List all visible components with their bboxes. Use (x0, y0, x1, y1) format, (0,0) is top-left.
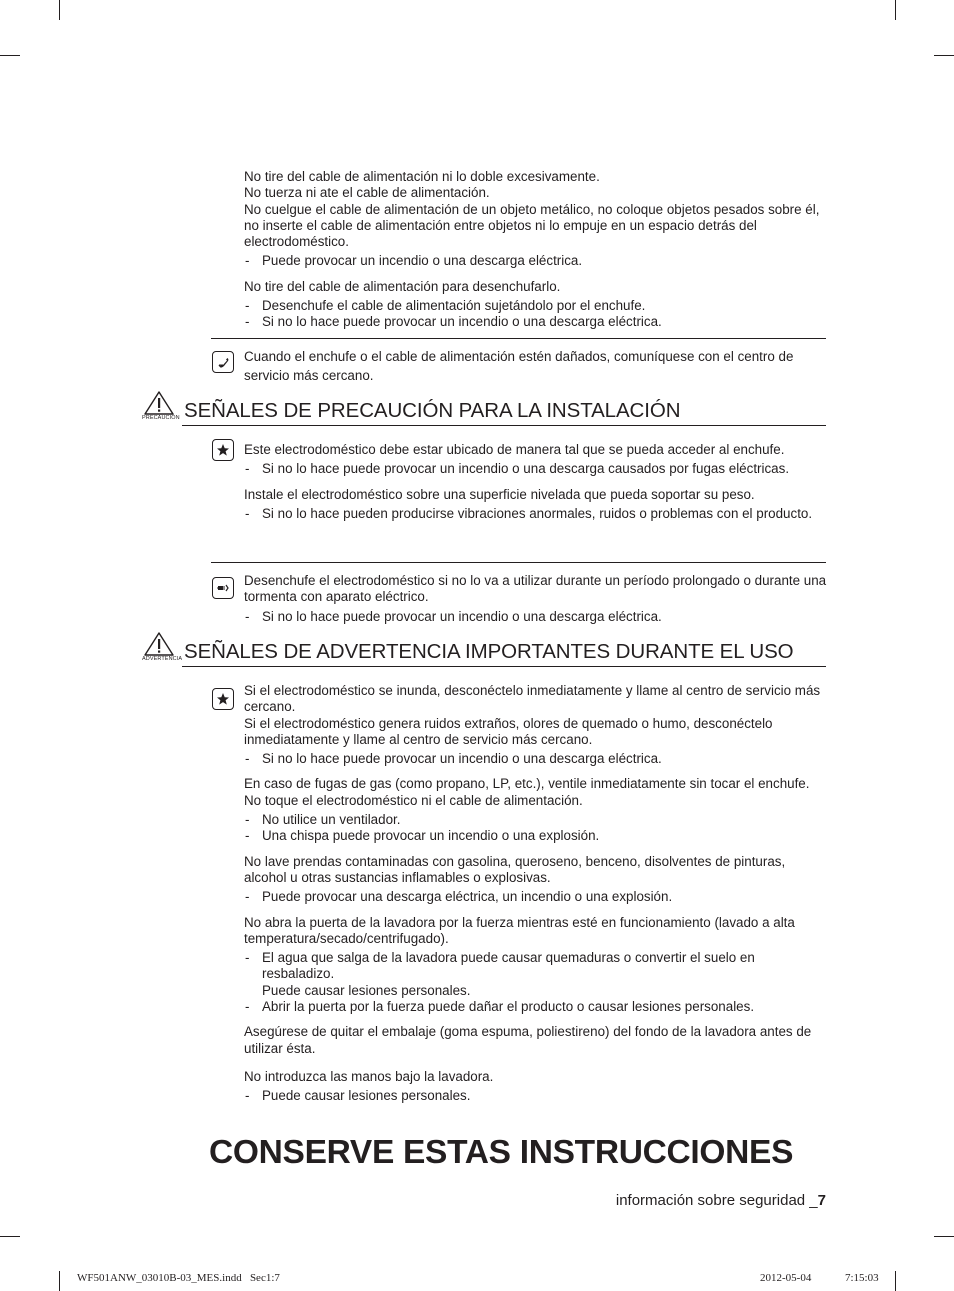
star-icon (212, 688, 234, 710)
bullet-item: - Una chispa puede provocar un incendio o una explosión. (244, 828, 828, 844)
installation-instructions (244, 442, 828, 522)
paragraph: Si el electrodoméstico se inunda, desconéctelo inmediatamente y llame al centro de servicio más cercano. (244, 683, 821, 715)
paragraph: Este electrodoméstico debe estar ubicado de manera tal que se pueda acceder al enchufe. (244, 442, 785, 457)
slug-time: 7:15:03 (845, 1272, 879, 1284)
divider (182, 666, 826, 667)
page-footer (616, 1192, 826, 1209)
warning-label: ADVERTENCIA (142, 656, 183, 662)
bullet-item: - Puede causar lesiones personales. (244, 1088, 828, 1104)
divider (211, 338, 826, 339)
bullet-item: - Puede provocar una descarga eléctrica, un incendio o una explosión. (244, 889, 828, 905)
section-title: SEÑALES DE PRECAUCIÓN PARA LA INSTALACIÓN (184, 399, 681, 422)
bullet-item: - Si no lo hace puede provocar un incendio o una descarga eléctrica. (244, 609, 828, 625)
paragraph: Desenchufe el electrodoméstico si no lo va a utilizar durante un período prolongado o durante una tormenta con aparato eléctrico. (244, 573, 827, 605)
crop-mark (0, 1236, 20, 1237)
crop-mark (0, 55, 20, 56)
usage-warnings (244, 683, 828, 1105)
section-header-use (142, 632, 826, 666)
unplug-icon (212, 577, 234, 599)
bullet-item: - Abrir la puerta por la fuerza puede dañar el producto o causar lesiones personales. (244, 999, 828, 1015)
paragraph: No lave prendas contaminadas con gasolina, queroseno, benceno, disolventes de pinturas, alcohol u otras sustancias inflamables o explosivas. (244, 853, 786, 885)
paragraph: Asegúrese de quitar el embalaje (goma espuma, poliestireno) del fondo de la lavadora antes de utilizar ésta. (244, 1024, 812, 1056)
paragraph: Instale el electrodoméstico sobre una superficie nivelada que pueda soportar su peso. (244, 486, 755, 502)
bullet-item: - No utilice un ventilador. (244, 812, 828, 828)
bullet-item: - El agua que salga de la lavadora puede causar quemaduras o convertir el suelo en resbaladizo. Puede causar lesiones personales. (244, 950, 828, 999)
paragraph: No tuerza ni ate el cable de alimentación. (244, 185, 490, 201)
page-number: 7 (817, 1192, 826, 1209)
crop-mark (59, 0, 60, 20)
paragraph: Si el electrodoméstico genera ruidos extraños, olores de quemado o humo, desconéctelo inmediatamente y llame al centro de servicio más cercano. (244, 715, 773, 747)
power-cord-instructions (244, 169, 828, 331)
star-icon (212, 439, 234, 461)
bullet-item: - Si no lo hace puede provocar un incendio o una descarga eléctrica. (244, 751, 828, 767)
bullet-item: - Puede provocar un incendio o una descarga eléctrica. (244, 253, 828, 269)
paragraph: Cuando el enchufe o el cable de alimentación estén dañados, comuníquese con el centro de servicio más cercano. (244, 349, 794, 383)
crop-mark (934, 55, 954, 56)
crop-mark (895, 0, 896, 20)
bullet-item: - Si no lo hace puede provocar un incendio o una descarga causados por fugas eléctricas. (244, 461, 828, 477)
service-note (244, 348, 828, 385)
crop-mark (934, 1236, 954, 1237)
paragraph: En caso de fugas de gas (como propano, LP, etc.), ventile inmediatamente sin tocar el enchufe. No toque el electrodoméstico ni el cable de alimentación. (244, 776, 810, 808)
paragraph: No cuelgue el cable de alimentación de un objeto metálico, no coloque objetos pesados sobre él, no inserte el cable de alimentación entre objetos ni lo empuje en un espacio detrás del electrodoméstico. (244, 201, 820, 250)
unplug-note (244, 573, 828, 625)
section-header-installation (142, 391, 826, 425)
footer-section: información sobre seguridad _ (615, 1192, 818, 1209)
crop-mark (59, 1271, 60, 1291)
bullet-item: - Si no lo hace pueden producirse vibraciones anormales, ruidos o problemas con el producto. (244, 506, 828, 522)
slug-file: WF501ANW_03010B-03_MES.indd Sec1:7 (77, 1272, 280, 1284)
closing-title: CONSERVE ESTAS INSTRUCCIONES (209, 1134, 794, 1171)
divider (211, 562, 826, 563)
bullet-item: - Desenchufe el cable de alimentación sujetándolo por el enchufe. (244, 298, 828, 314)
phone-icon (212, 351, 234, 373)
paragraph: No tire del cable de alimentación para desenchufarlo. (244, 278, 561, 294)
paragraph: No tire del cable de alimentación ni lo doble excesivamente. (244, 169, 600, 184)
bullet-item: - Si no lo hace puede provocar un incendio o una descarga eléctrica. (244, 314, 828, 330)
paragraph: No introduzca las manos bajo la lavadora. (244, 1068, 494, 1084)
crop-mark (895, 1271, 896, 1291)
section-title: SEÑALES DE ADVERTENCIA IMPORTANTES DURANTE EL USO (184, 640, 794, 663)
paragraph: No abra la puerta de la lavadora por la fuerza mientras esté en funcionamiento (lavado a alta temperatura/secado/centrifugado). (244, 914, 795, 946)
slug-date: 2012-05-04 (760, 1272, 812, 1284)
caution-label: PRECAUCIÓN (142, 415, 180, 421)
divider (182, 425, 826, 426)
